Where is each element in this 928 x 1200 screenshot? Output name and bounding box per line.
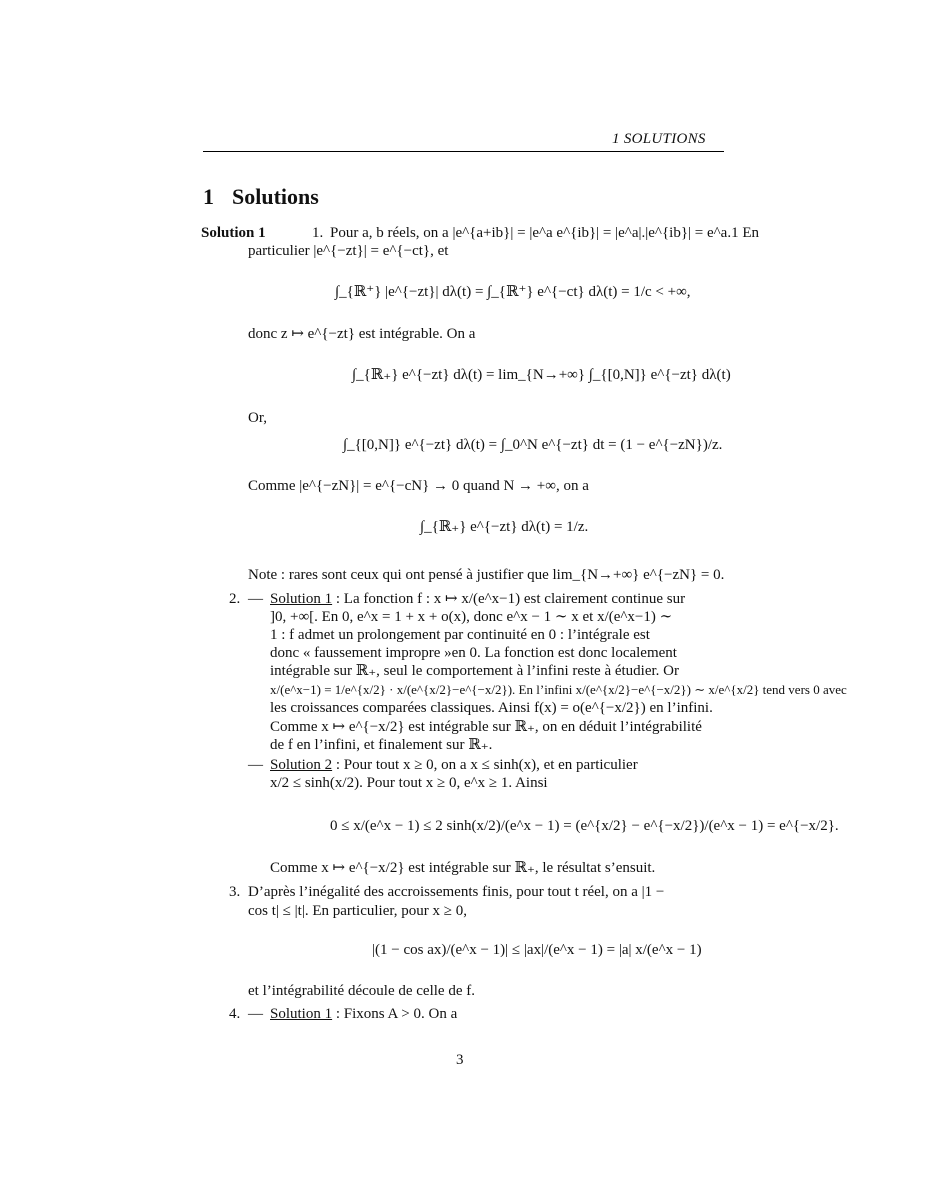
equation: 0 ≤ x/(e^x − 1) ≤ 2 sinh(x/2)/(e^x − 1) = (e^{x/2} − e^{−x/2})/(e^x − 1) = e^{−x/2}.	[330, 818, 839, 834]
paragraph-line: cos t| ≤ |t|. En particulier, pour x ≥ 0,	[248, 903, 467, 919]
equation: ∫_{[0,N]} e^{−zt} dλ(t) = ∫_0^N e^{−zt} dt = (1 − e^{−zN})/z.	[343, 437, 723, 453]
paragraph-line: : La fonction f : x ↦ x/(e^x−1) est clairement continue sur	[332, 591, 686, 607]
section-title-text: Solutions	[232, 184, 319, 209]
section-title	[203, 184, 319, 210]
item-number: 3.	[229, 884, 241, 900]
paragraph-line: : Fixons A > 0. On a	[332, 1006, 458, 1022]
solution-1-label: Solution 1	[270, 591, 333, 607]
paragraph-line: particulier |e^{−zt}| = e^{−ct}, et	[248, 243, 449, 259]
paragraph-line: et l’intégrabilité découle de celle de f.	[248, 983, 475, 999]
paragraph-line: Comme x ↦ e^{−x/2} est intégrable sur ℝ₊, le résultat s’ensuit.	[270, 860, 656, 876]
paragraph-line: ]0, +∞[. En 0, e^x = 1 + x + o(x), donc e^x − 1 ∼ x et x/(e^x−1) ∼	[270, 609, 673, 625]
solution-label: Solution 1	[201, 225, 266, 241]
note-line: Note : rares sont ceux qui ont pensé à justifier que lim_{N→+∞} e^{−zN} = 0.	[248, 567, 725, 583]
dash-bullet: —	[248, 1006, 263, 1022]
item-number: 4.	[229, 1006, 241, 1022]
item-number: 2.	[229, 591, 241, 607]
running-head: 1 SOLUTIONS	[612, 131, 706, 147]
dash-bullet: —	[248, 591, 263, 607]
paragraph-line: x/2 ≤ sinh(x/2). Pour tout x ≥ 0, e^x ≥ 1. Ainsi	[270, 775, 548, 791]
header-rule	[203, 151, 724, 152]
equation: ∫_{ℝ⁺} |e^{−zt}| dλ(t) = ∫_{ℝ⁺} e^{−ct} dλ(t) = 1/c < +∞,	[335, 284, 691, 300]
paragraph-line: Pour a, b réels, on a |e^{a+ib}| = |e^a e^{ib}| = |e^a|.|e^{ib}| = e^a.1 En	[330, 225, 760, 241]
paragraph-line: 1 : f admet un prolongement par continuité en 0 : l’intégrale est	[270, 627, 650, 643]
solution-1-line	[270, 590, 685, 608]
paragraph-line: donc z ↦ e^{−zt} est intégrable. On a	[248, 326, 476, 342]
dash-bullet: —	[248, 757, 263, 773]
equation: ∫_{ℝ₊} e^{−zt} dλ(t) = lim_{N→+∞} ∫_{[0,N]} e^{−zt} dλ(t)	[352, 367, 731, 383]
equation: ∫_{ℝ₊} e^{−zt} dλ(t) = 1/z.	[420, 519, 589, 535]
paragraph-line: les croissances comparées classiques. Ainsi f(x) = o(e^{−x/2}) en l’infini.	[270, 700, 713, 716]
paragraph-line: Or,	[248, 410, 267, 426]
paragraph-line: : Pour tout x ≥ 0, on a x ≤ sinh(x), et en particulier	[332, 757, 638, 773]
page-number: 3	[456, 1052, 464, 1068]
paragraph-line: x/(e^x−1) = 1/e^{x/2} · x/(e^{x/2}−e^{−x/2}). En l’infini x/(e^{x/2}−e^{−x/2}) ∼ x/e^{x/2} tend vers 0 avec	[270, 682, 847, 697]
item-number: 1.	[312, 225, 324, 241]
paragraph-line: D’après l’inégalité des accroissements finis, pour tout t réel, on a |1 −	[248, 884, 665, 900]
equation: |(1 − cos ax)/(e^x − 1)| ≤ |ax|/(e^x − 1) = |a| x/(e^x − 1)	[372, 942, 702, 958]
paragraph-line: intégrable sur ℝ₊, seul le comportement à l’infini reste à étudier. Or	[270, 663, 679, 679]
paragraph-line: de f en l’infini, et finalement sur ℝ₊.	[270, 737, 493, 753]
paragraph-line: Comme x ↦ e^{−x/2} est intégrable sur ℝ₊, on en déduit l’intégrabilité	[270, 719, 702, 735]
paragraph-line: Comme |e^{−zN}| = e^{−cN} → 0 quand N → +∞, on a	[248, 478, 589, 494]
solution-1-line	[270, 1005, 457, 1023]
solution-1-label: Solution 1	[270, 1006, 333, 1022]
solution-2-label: Solution 2	[270, 757, 333, 773]
solution-2-line	[270, 756, 638, 774]
section-number: 1	[203, 184, 214, 209]
paragraph-line: donc « faussement impropre »en 0. La fonction est donc localement	[270, 645, 677, 661]
